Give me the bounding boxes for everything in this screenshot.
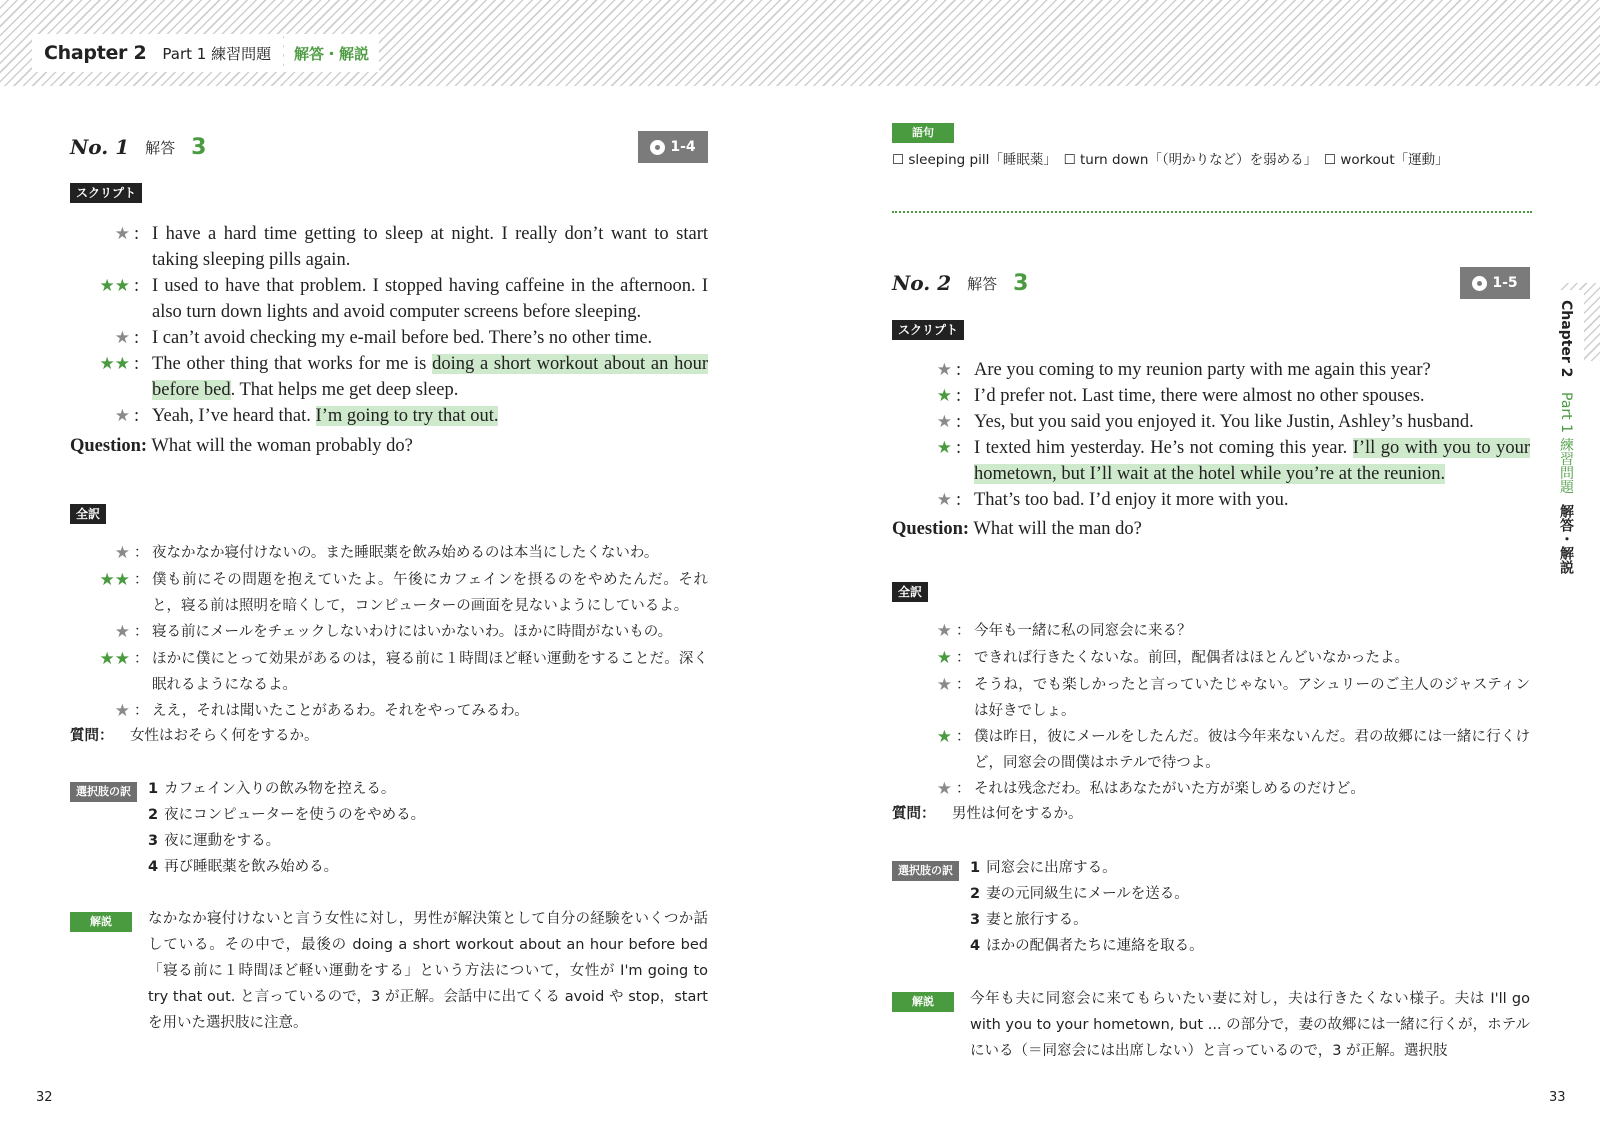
utterance-text: The other thing that works for me is bbox=[152, 354, 433, 374]
jq-text: 女性はおそらく何をするか。 bbox=[130, 728, 319, 744]
highlighted-phrase: I’m going to try that out. bbox=[315, 406, 499, 426]
speaker-icon bbox=[892, 435, 952, 487]
cd-icon bbox=[650, 140, 665, 155]
speaker-colon: ： bbox=[134, 572, 149, 588]
star-icon: ★ bbox=[114, 622, 130, 642]
question-text: What will the man do? bbox=[973, 519, 1142, 539]
choice-text: ほかの配偶者たちに連絡を取る。 bbox=[986, 938, 1204, 954]
translation-text: 夜なかなか寝付けないの。また睡眠薬を飲み始めるのは本当にしたくないわ。 bbox=[152, 545, 659, 561]
translation-line bbox=[70, 619, 708, 646]
speaker-icon bbox=[70, 567, 130, 619]
choice-text: 同窓会に出席する。 bbox=[986, 860, 1117, 876]
translation-line bbox=[70, 540, 708, 567]
page-number-right: 33 bbox=[1549, 1090, 1566, 1105]
script-line bbox=[892, 435, 1530, 487]
star-icon: ★ bbox=[99, 276, 115, 295]
translation-dialogue bbox=[892, 618, 1530, 803]
script-dialogue bbox=[892, 357, 1530, 513]
speaker-icon bbox=[892, 357, 952, 383]
translation-line bbox=[892, 672, 1530, 724]
chapter-title: Chapter 2 bbox=[44, 42, 147, 64]
choice-item bbox=[148, 802, 425, 828]
speaker-colon: ： bbox=[134, 545, 149, 561]
choice-number: 4 bbox=[148, 859, 159, 875]
choice-item bbox=[148, 828, 425, 854]
translation-text: それは残念だわ。私はあなたがいた方が楽しめるのだけど。 bbox=[974, 781, 1365, 797]
choice-item bbox=[148, 854, 425, 880]
speaker-colon: : bbox=[134, 406, 140, 426]
speaker-icon bbox=[70, 351, 130, 403]
star-icon: ★ bbox=[114, 570, 130, 590]
utterance-text: Yeah, I’ve heard that. bbox=[152, 406, 316, 426]
choice-text: 再び睡眠薬を飲み始める。 bbox=[164, 859, 339, 875]
script-line bbox=[892, 487, 1530, 513]
speaker-colon: : bbox=[134, 354, 140, 374]
star-icon: ★ bbox=[99, 354, 115, 373]
choice-text: 夜にコンピューターを使うのをやめる。 bbox=[164, 807, 426, 823]
translation-line bbox=[892, 645, 1530, 672]
speaker-colon: ： bbox=[956, 650, 971, 666]
translation-text: ほかに僕にとって効果があるのは，寝る前に１時間ほど軽い運動をすることだ。深く眠れるようになるよ。 bbox=[152, 651, 708, 693]
question-header-1 bbox=[70, 130, 206, 164]
vocab-list: ☐ sleeping pill「睡眠薬」 ☐ turn down「（明かりなど）を弱める」 ☐ workout「運動」 bbox=[892, 152, 1449, 168]
answer-label: 解答 bbox=[145, 138, 176, 157]
section-divider bbox=[892, 211, 1532, 213]
utterance-text: I texted him yesterday. He’s not coming this year. bbox=[974, 438, 1353, 458]
part-title: Part 1 練習問題 bbox=[162, 44, 272, 63]
speaker-icon bbox=[892, 724, 952, 776]
speaker-icon bbox=[892, 383, 952, 409]
translation-text: 今年も一緒に私の同窓会に来る？ bbox=[974, 623, 1192, 639]
script-tag: スクリプト bbox=[70, 183, 142, 203]
speaker-icon bbox=[70, 325, 130, 351]
star-icon: ★ bbox=[114, 406, 130, 425]
speaker-icon bbox=[70, 646, 130, 698]
audio-track-badge[interactable] bbox=[638, 131, 708, 163]
star-icon: ★ bbox=[936, 490, 952, 509]
choice-number: 3 bbox=[970, 912, 981, 928]
utterance bbox=[152, 351, 708, 403]
star-icon: ★ bbox=[936, 779, 952, 799]
speaker-colon: : bbox=[134, 276, 140, 296]
utterance bbox=[974, 383, 1530, 409]
choice-text: 夜に運動をする。 bbox=[164, 833, 281, 849]
speaker-colon: ： bbox=[956, 729, 971, 745]
question-label: Question: bbox=[892, 519, 970, 539]
choice-number: 2 bbox=[148, 807, 159, 823]
translation-text: 寝る前にメールをチェックしないわけにはいかないわ。ほかに時間がないもの。 bbox=[152, 624, 673, 640]
side-tab-chapter: Chapter 2 bbox=[1558, 300, 1574, 378]
speaker-colon: ： bbox=[134, 624, 149, 640]
translation-text: 僕も前にその問題を抱えていたよ。午後にカフェインを摂るのをやめたんだ。それと，寝る前は照明を暗くして，コンピューターの画面を見ないようにしているよ。 bbox=[152, 572, 708, 614]
translation-line bbox=[70, 646, 708, 698]
translation-text: ええ，それは聞いたことがあるわ。それをやってみるわ。 bbox=[152, 703, 529, 719]
speaker-icon bbox=[70, 221, 130, 273]
utterance-text: I used to have that problem. I stopped having caffeine in the afternoon. I also turn down lights and avoid computer screens before sleeping. bbox=[152, 276, 708, 322]
answer-value: 3 bbox=[191, 134, 207, 160]
chapter-heading bbox=[32, 34, 283, 72]
script-line bbox=[70, 403, 708, 429]
side-tab-part: Part 1 練習問題 bbox=[1558, 391, 1574, 494]
star-icon: ★ bbox=[936, 727, 952, 747]
track-number: 1-5 bbox=[1492, 275, 1518, 291]
star-icon: ★ bbox=[936, 621, 952, 641]
translation-tag: 全訳 bbox=[70, 504, 106, 524]
star-icon: ★ bbox=[936, 412, 952, 431]
star-icon: ★ bbox=[114, 649, 130, 669]
choices-tag: 選択肢の訳 bbox=[892, 861, 959, 881]
speaker-icon bbox=[892, 618, 952, 645]
question-number: No. 2 bbox=[892, 271, 952, 295]
question-number: No. 1 bbox=[70, 135, 130, 159]
choice-text: 妻の元同級生にメールを送る。 bbox=[986, 886, 1189, 902]
utterance bbox=[974, 357, 1530, 383]
utterance-text: . That helps me get deep sleep. bbox=[230, 380, 459, 400]
speaker-icon bbox=[892, 776, 952, 803]
translation-question bbox=[892, 801, 1530, 827]
answer-value: 3 bbox=[1013, 270, 1029, 296]
choice-item bbox=[148, 776, 425, 802]
choice-text: カフェイン入りの飲み物を控える。 bbox=[164, 781, 396, 797]
translation-question bbox=[70, 723, 708, 749]
highlighted-phrase: I’ll go with you to your hometown, but I’ll wait at the hotel while you’re at the reunion. bbox=[974, 438, 1530, 484]
explanation-text: なかなか寝付けないと言う女性に対し，男性が解決策として自分の経験をいくつか話している。その中で，最後の doing a short workout about an hour before bed「寝る前に１時間ほど軽い運動をする」という方法について，女性が I'm going to try that out. と言っているので，3 が正解。会話中に出てくる avoid や stop，start を用いた選択肢に注意。 bbox=[148, 911, 708, 1031]
section-heading bbox=[284, 34, 379, 72]
speaker-colon: : bbox=[956, 490, 962, 510]
speaker-icon bbox=[892, 409, 952, 435]
script-line bbox=[70, 221, 708, 273]
utterance bbox=[152, 221, 708, 273]
star-icon: ★ bbox=[99, 570, 115, 590]
star-icon: ★ bbox=[99, 649, 115, 669]
translation-line bbox=[892, 776, 1530, 803]
script-line bbox=[70, 351, 708, 403]
star-icon: ★ bbox=[936, 648, 952, 668]
star-icon: ★ bbox=[936, 438, 952, 457]
translation-tag: 全訳 bbox=[892, 582, 928, 602]
utterance bbox=[152, 403, 708, 429]
speaker-colon: ： bbox=[956, 623, 971, 639]
speaker-colon: ： bbox=[134, 651, 149, 667]
star-icon: ★ bbox=[114, 354, 130, 373]
speaker-colon: ： bbox=[956, 781, 971, 797]
choice-text: 妻と旅行する。 bbox=[986, 912, 1088, 928]
highlighted-phrase: doing a short workout about an hour before bed bbox=[152, 354, 708, 400]
speaker-colon: ： bbox=[956, 677, 971, 693]
star-icon: ★ bbox=[114, 276, 130, 295]
side-tab-section: 解答・解説 bbox=[1558, 503, 1574, 574]
script-question bbox=[892, 516, 1142, 542]
utterance-text: I can’t avoid checking my e-mail before bed. There’s no other time. bbox=[152, 328, 653, 348]
star-icon: ★ bbox=[114, 701, 130, 721]
translation-text: 僕は昨日，彼にメールをしたんだ。彼は今年来ないんだ。君の故郷には一緒に行くけど，同窓会の間僕はホテルで待つよ。 bbox=[974, 729, 1530, 771]
speaker-colon: : bbox=[956, 386, 962, 406]
speaker-icon bbox=[892, 645, 952, 672]
speaker-icon bbox=[892, 672, 952, 724]
utterance-text: Are you coming to my reunion party with me again this year? bbox=[974, 360, 1431, 380]
utterance bbox=[974, 409, 1530, 435]
question-text: What will the woman probably do? bbox=[151, 436, 413, 456]
explanation-text: 今年も夫に同窓会に来てもらいたい妻に対し，夫は行きたくない様子。夫は I'll go with you to your hometown, but ... の部分で，妻の故郷には一緒に行くが，ホテルにいる（＝同窓会には出席しない）と言っているので，3 が正解。選択肢 bbox=[970, 991, 1530, 1059]
script-line bbox=[70, 325, 708, 351]
speaker-colon: : bbox=[956, 412, 962, 432]
speaker-icon bbox=[892, 487, 952, 513]
utterance bbox=[974, 435, 1530, 487]
star-icon: ★ bbox=[114, 543, 130, 563]
choice-number: 1 bbox=[148, 781, 159, 797]
choices-tag: 選択肢の訳 bbox=[70, 782, 137, 802]
speaker-icon bbox=[70, 698, 130, 725]
section-title: 解答・解説 bbox=[294, 44, 370, 63]
utterance-text: That’s too bad. I’d enjoy it more with you. bbox=[974, 490, 1289, 510]
script-tag: スクリプト bbox=[892, 320, 964, 340]
star-icon: ★ bbox=[114, 224, 130, 243]
choice-item bbox=[970, 907, 1204, 933]
speaker-colon: : bbox=[134, 224, 140, 244]
speaker-colon: : bbox=[956, 438, 962, 458]
script-line bbox=[70, 273, 708, 325]
utterance-text: I have a hard time getting to sleep at night. I really don’t want to start taking sleeping pills again. bbox=[152, 224, 708, 270]
jq-label: 質問： bbox=[892, 806, 936, 822]
side-tab-text bbox=[1553, 300, 1579, 574]
star-icon: ★ bbox=[114, 328, 130, 347]
utterance bbox=[974, 487, 1530, 513]
choice-number: 2 bbox=[970, 886, 981, 902]
choices-list bbox=[148, 776, 425, 880]
explanation-tag: 解説 bbox=[70, 912, 132, 932]
question-label: Question: bbox=[70, 436, 148, 456]
speaker-icon bbox=[70, 403, 130, 429]
translation-dialogue bbox=[70, 540, 708, 725]
speaker-colon: : bbox=[956, 360, 962, 380]
jq-text: 男性は何をするか。 bbox=[952, 806, 1083, 822]
choice-item bbox=[970, 933, 1204, 959]
vocab-tag: 語句 bbox=[892, 123, 954, 143]
choice-number: 1 bbox=[970, 860, 981, 876]
script-line bbox=[892, 357, 1530, 383]
speaker-icon bbox=[70, 619, 130, 646]
choice-number: 4 bbox=[970, 938, 981, 954]
speaker-colon: : bbox=[134, 328, 140, 348]
jq-label: 質問： bbox=[70, 728, 114, 744]
audio-track-badge[interactable] bbox=[1460, 267, 1530, 299]
script-question bbox=[70, 433, 413, 459]
speaker-icon bbox=[70, 273, 130, 325]
script-line bbox=[892, 383, 1530, 409]
utterance bbox=[152, 273, 708, 325]
page-number-left: 32 bbox=[36, 1090, 53, 1105]
translation-line bbox=[892, 618, 1530, 645]
utterance-text: Yes, but you said you enjoyed it. You like Justin, Ashley’s husband. bbox=[974, 412, 1474, 432]
choice-number: 3 bbox=[148, 833, 159, 849]
star-icon: ★ bbox=[936, 360, 952, 379]
translation-text: そうね，でも楽しかったと言っていたじゃない。アシュリーのご主人のジャスティンは好きでしょ。 bbox=[974, 677, 1530, 719]
translation-text: できれば行きたくないな。前回，配偶者はほとんどいなかったよ。 bbox=[974, 650, 1409, 666]
utterance bbox=[152, 325, 708, 351]
choices-list bbox=[970, 855, 1204, 959]
cd-icon bbox=[1472, 276, 1487, 291]
script-dialogue bbox=[70, 221, 708, 429]
speaker-colon: ： bbox=[134, 703, 149, 719]
script-line bbox=[892, 409, 1530, 435]
question-header-2 bbox=[892, 266, 1028, 300]
star-icon: ★ bbox=[936, 675, 952, 695]
speaker-icon bbox=[70, 540, 130, 567]
choice-item bbox=[970, 881, 1204, 907]
translation-line bbox=[70, 567, 708, 619]
explanation-tag: 解説 bbox=[892, 992, 954, 1012]
translation-line bbox=[892, 724, 1530, 776]
choice-item bbox=[970, 855, 1204, 881]
star-icon: ★ bbox=[936, 386, 952, 405]
answer-label: 解答 bbox=[967, 274, 998, 293]
track-number: 1-4 bbox=[670, 139, 696, 155]
translation-line bbox=[70, 698, 708, 725]
utterance-text: I’d prefer not. Last time, there were almost no other spouses. bbox=[974, 386, 1425, 406]
